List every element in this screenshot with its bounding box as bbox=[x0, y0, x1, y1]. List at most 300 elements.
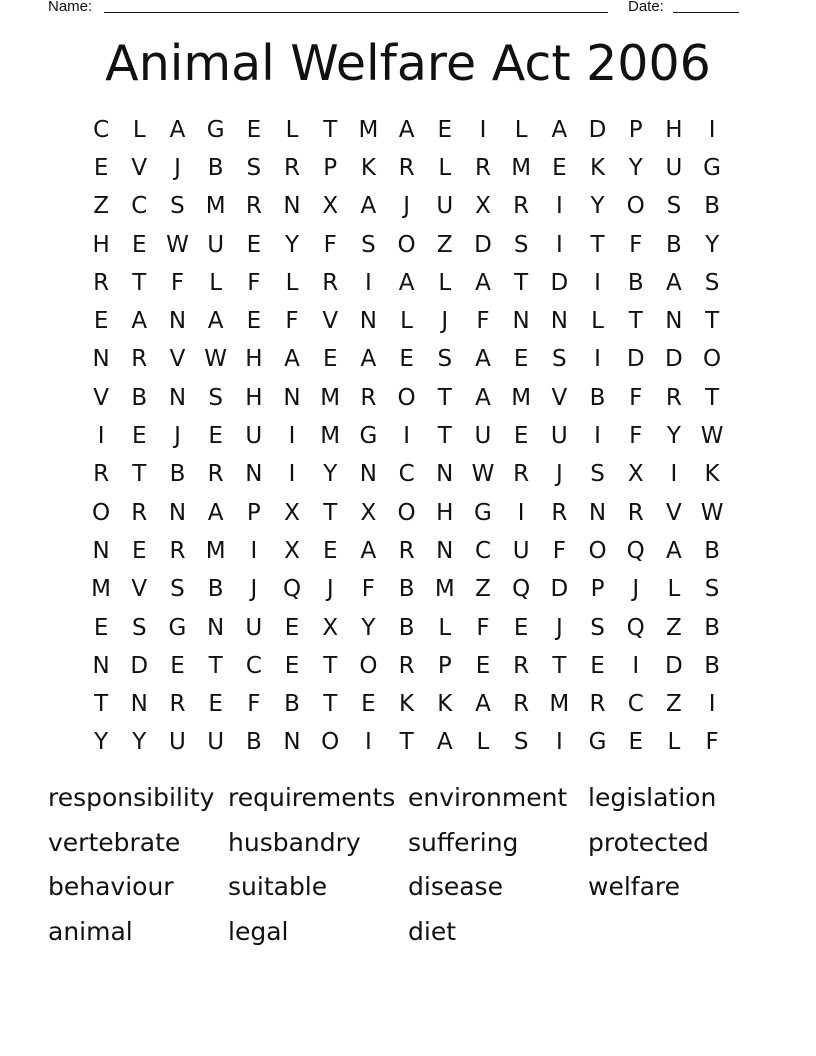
grid-letter: N bbox=[588, 499, 607, 526]
grid-letter: P bbox=[437, 652, 452, 679]
grid-letter: B bbox=[704, 537, 720, 564]
grid-letter: N bbox=[436, 537, 454, 564]
grid-letter: B bbox=[207, 154, 224, 181]
grid-letter: G bbox=[206, 116, 225, 143]
grid-letter: L bbox=[209, 269, 223, 296]
grid-letter: L bbox=[476, 729, 490, 756]
word-list-item: suitable bbox=[228, 872, 328, 902]
grid-letter: R bbox=[589, 691, 606, 718]
grid-letter: I bbox=[288, 423, 296, 450]
grid-letter: S bbox=[513, 231, 529, 258]
grid-letter: C bbox=[474, 537, 491, 564]
grid-letter: O bbox=[703, 346, 722, 373]
grid-letter: T bbox=[94, 691, 109, 718]
grid-letter: C bbox=[245, 652, 262, 679]
grid-letter: I bbox=[555, 193, 563, 220]
word-list-item: animal bbox=[48, 917, 133, 947]
grid-letter: C bbox=[398, 461, 415, 488]
grid-letter: E bbox=[246, 308, 262, 335]
grid-letter: K bbox=[704, 461, 720, 488]
grid-letter: P bbox=[323, 154, 338, 181]
grid-letter: G bbox=[168, 614, 187, 641]
grid-letter: T bbox=[705, 384, 720, 411]
grid-letter: Z bbox=[436, 231, 453, 258]
grid-letter: J bbox=[403, 193, 410, 220]
grid-letter: B bbox=[627, 269, 644, 296]
grid-letter: A bbox=[360, 193, 377, 220]
grid-letter: A bbox=[207, 499, 224, 526]
grid-letter: C bbox=[93, 116, 110, 143]
grid-letter: O bbox=[92, 499, 111, 526]
grid-letter: E bbox=[208, 423, 223, 450]
grid-letter: B bbox=[245, 729, 262, 756]
grid-letter: I bbox=[708, 116, 716, 143]
grid-letter: S bbox=[208, 384, 223, 411]
grid-letter: O bbox=[359, 652, 378, 679]
grid-letter: S bbox=[170, 193, 185, 220]
grid-letter: R bbox=[665, 384, 682, 411]
grid-letter: S bbox=[170, 576, 185, 603]
grid-letter: A bbox=[169, 116, 186, 143]
grid-letter: U bbox=[245, 614, 263, 641]
grid-letter: R bbox=[360, 384, 377, 411]
grid-letter: Y bbox=[323, 461, 338, 488]
grid-letter: W bbox=[700, 423, 724, 450]
grid-letter: A bbox=[284, 346, 300, 373]
grid-letter: E bbox=[93, 308, 109, 335]
grid-letter: N bbox=[283, 193, 301, 220]
grid-letter: E bbox=[513, 423, 529, 450]
grid-letter: N bbox=[92, 346, 110, 373]
grid-letter: Y bbox=[666, 423, 681, 450]
grid-letter: N bbox=[92, 537, 110, 564]
grid-letter: N bbox=[130, 691, 148, 718]
grid-letter: L bbox=[591, 308, 604, 335]
grid-letter: F bbox=[247, 269, 261, 296]
grid-letter: L bbox=[438, 154, 452, 181]
grid-letter: R bbox=[169, 537, 186, 564]
grid-letter: T bbox=[323, 116, 338, 143]
grid-letter: T bbox=[437, 384, 452, 411]
grid-letter: T bbox=[208, 652, 223, 679]
grid-letter: H bbox=[92, 231, 110, 258]
grid-letter: D bbox=[550, 269, 569, 296]
grid-letter: O bbox=[321, 729, 340, 756]
grid-letter: N bbox=[359, 461, 378, 488]
grid-letter: G bbox=[703, 154, 721, 181]
grid-letter: R bbox=[207, 461, 224, 488]
grid-letter: R bbox=[627, 499, 644, 526]
grid-letter: T bbox=[323, 652, 338, 679]
grid-letter: E bbox=[628, 729, 643, 756]
grid-letter: T bbox=[514, 269, 529, 296]
grid-letter: H bbox=[665, 116, 683, 143]
word-list-item: protected bbox=[588, 827, 709, 857]
word-list-item: vertebrate bbox=[48, 827, 181, 857]
grid-letter: C bbox=[131, 193, 148, 220]
grid-letter: S bbox=[704, 576, 720, 603]
grid-letter: A bbox=[398, 269, 415, 296]
grid-letter: E bbox=[437, 116, 453, 143]
grid-letter: W bbox=[471, 461, 495, 488]
date-label: Date: bbox=[628, 0, 664, 15]
grid-letter: E bbox=[361, 691, 376, 718]
grid-letter: H bbox=[245, 384, 263, 411]
grid-letter: W bbox=[166, 231, 189, 258]
grid-letter: K bbox=[399, 691, 415, 718]
grid-letter: J bbox=[555, 614, 563, 641]
grid-letter: N bbox=[436, 461, 454, 488]
grid-letter: E bbox=[399, 346, 414, 373]
grid-letter: S bbox=[513, 729, 529, 756]
grid-letter: I bbox=[594, 346, 601, 373]
grid-letter: M bbox=[434, 576, 455, 603]
grid-letter: E bbox=[284, 652, 300, 679]
grid-letter: V bbox=[169, 346, 186, 373]
grid-letter: J bbox=[174, 154, 181, 181]
grid-letter: V bbox=[93, 384, 109, 411]
grid-letter: B bbox=[666, 231, 682, 258]
grid-letter: M bbox=[205, 537, 226, 564]
grid-letter: B bbox=[284, 691, 300, 718]
grid-letter: D bbox=[130, 652, 149, 679]
grid-letter: I bbox=[670, 461, 678, 488]
grid-letter: T bbox=[552, 652, 567, 679]
grid-letter: L bbox=[400, 308, 413, 335]
grid-letter: R bbox=[513, 461, 530, 488]
grid-letter: U bbox=[474, 423, 492, 450]
grid-letter: I bbox=[403, 423, 410, 450]
word-list-item: legislation bbox=[588, 783, 717, 812]
grid-letter: B bbox=[398, 614, 415, 641]
grid-letter: Q bbox=[626, 537, 645, 564]
grid-letter: Y bbox=[285, 231, 300, 258]
grid-letter: J bbox=[441, 308, 449, 335]
grid-letter: B bbox=[169, 461, 186, 488]
grid-letter: X bbox=[284, 537, 300, 564]
grid-letter: V bbox=[666, 499, 682, 526]
grid-letter: F bbox=[705, 729, 719, 756]
grid-letter: A bbox=[666, 537, 682, 564]
grid-letter: S bbox=[552, 346, 567, 373]
grid-letter: V bbox=[131, 576, 148, 603]
grid-letter: X bbox=[322, 193, 339, 220]
grid-letter: E bbox=[284, 614, 300, 641]
grid-letter: I bbox=[288, 461, 296, 488]
grid-letter: L bbox=[285, 116, 299, 143]
grid-letter: N bbox=[550, 308, 568, 335]
grid-letter: L bbox=[285, 269, 299, 296]
grid-letter: B bbox=[704, 652, 720, 679]
grid-letter: A bbox=[475, 269, 491, 296]
grid-letter: M bbox=[320, 423, 341, 450]
grid-letter: T bbox=[323, 691, 338, 718]
grid-letter: Y bbox=[361, 614, 376, 641]
grid-letter: E bbox=[170, 652, 185, 679]
grid-letter: N bbox=[512, 308, 530, 335]
grid-letter: V bbox=[551, 384, 568, 411]
grid-letter: E bbox=[475, 652, 491, 679]
grid-letter: I bbox=[708, 691, 716, 718]
grid-letter: V bbox=[322, 308, 339, 335]
grid-letter: K bbox=[589, 154, 606, 181]
grid-letter: H bbox=[245, 346, 263, 373]
grid-letter: Z bbox=[666, 614, 682, 641]
word-list-item: suffering bbox=[408, 827, 519, 857]
word-list-item: husbandry bbox=[228, 827, 361, 857]
grid-letter: Y bbox=[132, 729, 147, 756]
grid-letter: M bbox=[320, 384, 341, 411]
grid-letter: B bbox=[131, 384, 148, 411]
grid-letter: I bbox=[517, 499, 525, 526]
grid-letter: M bbox=[511, 384, 532, 411]
grid-letter: X bbox=[627, 461, 644, 488]
grid-letter: M bbox=[511, 154, 532, 181]
grid-letter: F bbox=[170, 269, 185, 296]
grid-letter: D bbox=[588, 116, 607, 143]
grid-letter: T bbox=[705, 308, 720, 335]
grid-letter: N bbox=[245, 461, 263, 488]
grid-letter: R bbox=[284, 154, 301, 181]
grid-letter: D bbox=[550, 576, 569, 603]
grid-letter: D bbox=[665, 346, 683, 373]
grid-letter: Y bbox=[628, 154, 643, 181]
grid-letter: A bbox=[436, 729, 453, 756]
grid-letter: M bbox=[358, 116, 379, 143]
grid-letter: N bbox=[359, 308, 378, 335]
grid-letter: F bbox=[247, 691, 261, 718]
grid-letter: Y bbox=[94, 729, 109, 756]
grid-letter: T bbox=[323, 499, 338, 526]
grid-letter: R bbox=[513, 193, 530, 220]
grid-letter: S bbox=[131, 614, 147, 641]
grid-letter: O bbox=[626, 193, 645, 220]
grid-letter: R bbox=[551, 499, 568, 526]
grid-letter: R bbox=[93, 269, 110, 296]
page-title: Animal Welfare Act 2006 bbox=[105, 35, 711, 92]
grid-letter: F bbox=[629, 384, 643, 411]
grid-letter: F bbox=[285, 308, 299, 335]
grid-letter: W bbox=[700, 499, 724, 526]
grid-letter: Z bbox=[93, 193, 109, 220]
grid-letter: E bbox=[93, 154, 109, 181]
grid-letter: M bbox=[205, 193, 226, 220]
grid-letter: R bbox=[398, 537, 415, 564]
grid-letter: N bbox=[283, 384, 301, 411]
grid-letter: K bbox=[360, 154, 376, 181]
grid-letter: U bbox=[550, 423, 568, 450]
grid-letter: P bbox=[628, 116, 643, 143]
grid-letter: G bbox=[359, 423, 378, 450]
grid-letter: Z bbox=[666, 691, 682, 718]
grid-letter: R bbox=[245, 193, 262, 220]
grid-letter: G bbox=[474, 499, 492, 526]
grid-letter: O bbox=[397, 499, 416, 526]
grid-letter: E bbox=[246, 116, 262, 143]
word-list-item: legal bbox=[228, 917, 289, 947]
grid-letter: A bbox=[475, 691, 491, 718]
grid-letter: E bbox=[552, 154, 567, 181]
grid-letter: T bbox=[437, 423, 452, 450]
grid-letter: X bbox=[284, 499, 300, 526]
name-blank-line bbox=[104, 12, 608, 13]
grid-letter: Z bbox=[475, 576, 491, 603]
word-list-item: welfare bbox=[588, 872, 681, 902]
word-list bbox=[48, 776, 768, 955]
grid-letter: Q bbox=[626, 614, 645, 641]
grid-letter: O bbox=[588, 537, 607, 564]
word-list-item: environment bbox=[408, 783, 568, 812]
grid-letter: A bbox=[475, 384, 491, 411]
grid-letter: J bbox=[174, 423, 181, 450]
grid-letter: U bbox=[207, 231, 225, 258]
grid-letter: B bbox=[704, 614, 720, 641]
grid-letter: F bbox=[476, 614, 490, 641]
word-list-item: responsibility bbox=[48, 783, 215, 812]
grid-letter: S bbox=[246, 154, 262, 181]
grid-letter: U bbox=[169, 729, 186, 756]
word-list-item: diet bbox=[408, 917, 456, 947]
grid-letter: W bbox=[204, 346, 228, 373]
grid-letter: Y bbox=[590, 193, 605, 220]
grid-letter: M bbox=[91, 576, 112, 603]
grid-letter: X bbox=[322, 614, 339, 641]
grid-letter: D bbox=[626, 346, 645, 373]
grid-letter: I bbox=[365, 729, 372, 756]
grid-letter: B bbox=[589, 384, 606, 411]
grid-letter: L bbox=[667, 576, 681, 603]
grid-letter: G bbox=[588, 729, 607, 756]
grid-letter: I bbox=[555, 729, 563, 756]
grid-letter: S bbox=[666, 193, 682, 220]
grid-letter: L bbox=[667, 729, 681, 756]
word-list-item: behaviour bbox=[48, 872, 174, 902]
grid-letter: B bbox=[398, 576, 415, 603]
grid-letter: S bbox=[704, 269, 720, 296]
grid-letter: F bbox=[629, 423, 643, 450]
grid-letter: E bbox=[93, 614, 109, 641]
grid-letter: R bbox=[398, 652, 415, 679]
grid-letter: V bbox=[131, 154, 148, 181]
grid-letter: Q bbox=[512, 576, 531, 603]
grid-letter: T bbox=[590, 231, 605, 258]
grid-letter: R bbox=[131, 346, 148, 373]
grid-letter: R bbox=[322, 269, 339, 296]
grid-letter: S bbox=[590, 461, 605, 488]
grid-letter: I bbox=[479, 116, 487, 143]
grid-letter: N bbox=[168, 499, 187, 526]
grid-letter: H bbox=[436, 499, 454, 526]
grid-letter: A bbox=[207, 308, 224, 335]
grid-letter: E bbox=[513, 346, 529, 373]
grid-letter: I bbox=[594, 269, 601, 296]
grid-letter: R bbox=[131, 499, 148, 526]
grid-letter: J bbox=[250, 576, 258, 603]
grid-letter: J bbox=[632, 576, 640, 603]
word-list-item: requirements bbox=[228, 783, 396, 812]
grid-letter: U bbox=[207, 729, 225, 756]
grid-letter: J bbox=[326, 576, 334, 603]
grid-letter: R bbox=[513, 652, 530, 679]
grid-letter: F bbox=[629, 231, 643, 258]
grid-letter: I bbox=[594, 423, 601, 450]
grid-letter: E bbox=[513, 614, 529, 641]
grid-letter: X bbox=[475, 193, 491, 220]
grid-letter: E bbox=[208, 691, 223, 718]
grid-letter: M bbox=[549, 691, 570, 718]
grid-letter: N bbox=[207, 614, 225, 641]
grid-letter: N bbox=[283, 729, 301, 756]
grid-letter: A bbox=[551, 116, 568, 143]
grid-letter: I bbox=[97, 423, 105, 450]
grid-letter: N bbox=[92, 652, 110, 679]
grid-letter: A bbox=[666, 269, 682, 296]
grid-letter: O bbox=[397, 384, 416, 411]
grid-letter: I bbox=[555, 231, 563, 258]
grid-letter: A bbox=[360, 537, 377, 564]
grid-letter: E bbox=[322, 346, 338, 373]
grid-letter: B bbox=[207, 576, 224, 603]
grid-letter: T bbox=[399, 729, 414, 756]
grid-letter: S bbox=[437, 346, 453, 373]
grid-letter: P bbox=[246, 499, 261, 526]
grid-letter: F bbox=[552, 537, 566, 564]
grid-letter: D bbox=[474, 231, 492, 258]
grid-letter: E bbox=[132, 231, 147, 258]
grid-letter: U bbox=[436, 193, 454, 220]
grid-letter: B bbox=[704, 193, 720, 220]
grid-letter: P bbox=[590, 576, 605, 603]
grid-letter: F bbox=[323, 231, 337, 258]
grid-letter: Q bbox=[282, 576, 302, 603]
grid-letter: A bbox=[131, 308, 148, 335]
grid-letter: F bbox=[361, 576, 376, 603]
header bbox=[0, 0, 816, 20]
date-blank-line bbox=[673, 12, 739, 13]
grid-letter: Y bbox=[705, 231, 720, 258]
grid-letter: L bbox=[132, 116, 146, 143]
grid-letter: A bbox=[398, 116, 415, 143]
grid-letter: U bbox=[512, 537, 530, 564]
grid-letter: E bbox=[590, 652, 605, 679]
grid-letter: A bbox=[360, 346, 377, 373]
grid-letter: E bbox=[132, 423, 147, 450]
grid-letter: N bbox=[168, 308, 187, 335]
grid-letter: A bbox=[475, 346, 491, 373]
grid-letter: O bbox=[397, 231, 416, 258]
grid-letter: U bbox=[665, 154, 683, 181]
grid-letter: I bbox=[632, 652, 640, 679]
grid-letter: L bbox=[438, 614, 452, 641]
letter-grid bbox=[82, 111, 732, 762]
grid-letter: N bbox=[665, 308, 683, 335]
grid-letter: R bbox=[169, 691, 186, 718]
grid-letter: T bbox=[132, 269, 147, 296]
grid-letter: I bbox=[365, 269, 372, 296]
grid-letter: C bbox=[627, 691, 644, 718]
grid-letter: D bbox=[665, 652, 683, 679]
word-list-item: disease bbox=[408, 872, 503, 902]
grid-letter: U bbox=[245, 423, 263, 450]
grid-letter: S bbox=[361, 231, 376, 258]
grid-letter: E bbox=[132, 537, 147, 564]
grid-letter: R bbox=[513, 691, 530, 718]
grid-letter: K bbox=[437, 691, 453, 718]
grid-letter: T bbox=[628, 308, 643, 335]
name-label: Name: bbox=[48, 0, 93, 15]
grid-letter: R bbox=[93, 461, 110, 488]
grid-letter: J bbox=[555, 461, 563, 488]
